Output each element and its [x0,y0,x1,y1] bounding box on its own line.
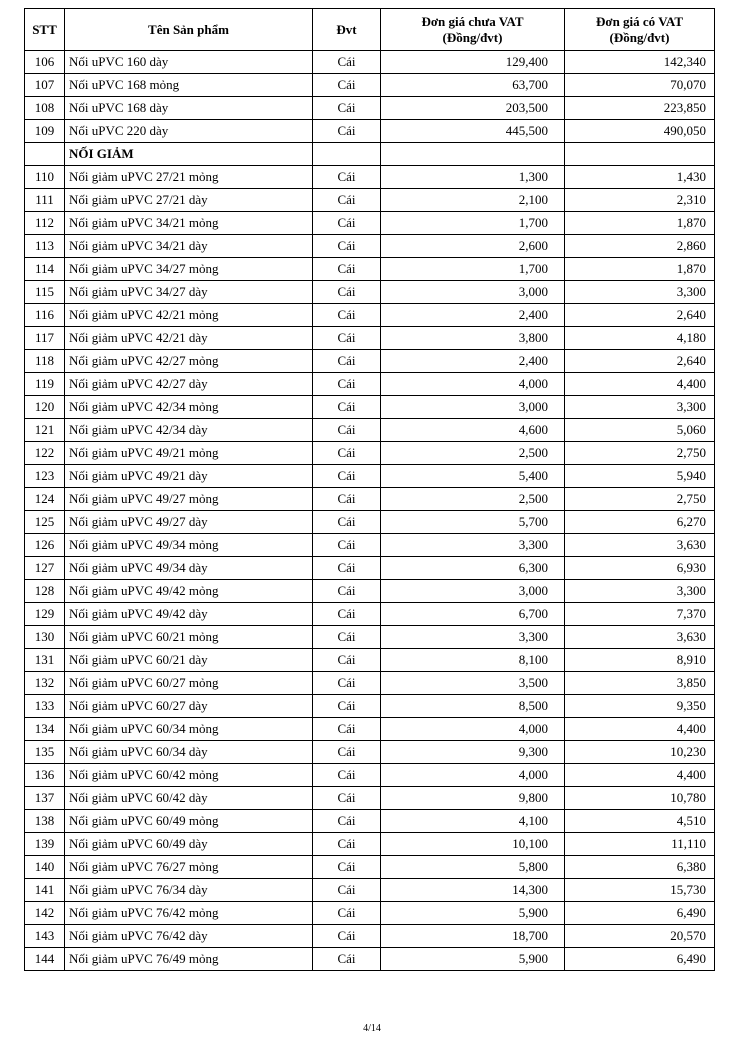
row-price-vat: 2,860 [565,235,715,258]
row-unit: Cái [313,419,381,442]
table-row [25,787,715,810]
table-row [25,626,715,649]
table-row [25,258,715,281]
row-stt: 136 [25,764,65,787]
row-price-no-vat: 4,000 [381,764,565,787]
row-price-no-vat: 8,500 [381,695,565,718]
row-stt: 114 [25,258,65,281]
table-row [25,672,715,695]
row-product-name: Nối giảm uPVC 42/27 mỏng [65,350,313,373]
row-stt: 134 [25,718,65,741]
row-price-vat: 6,930 [565,557,715,580]
row-price-no-vat: 5,900 [381,948,565,971]
row-stt: 106 [25,51,65,74]
section-title: NỐI GIẢM [65,143,313,166]
table-row [25,235,715,258]
row-price-no-vat: 2,400 [381,304,565,327]
row-unit: Cái [313,695,381,718]
header-unit: Đvt [313,9,381,51]
row-price-vat: 5,940 [565,465,715,488]
row-stt: 122 [25,442,65,465]
row-product-name: Nối giảm uPVC 42/21 dày [65,327,313,350]
row-price-vat: 3,300 [565,281,715,304]
row-stt: 113 [25,235,65,258]
table-row [25,281,715,304]
row-price-vat: 1,870 [565,258,715,281]
row-unit: Cái [313,672,381,695]
row-price-vat: 1,430 [565,166,715,189]
row-product-name: Nối giảm uPVC 76/34 dày [65,879,313,902]
row-price-vat: 4,510 [565,810,715,833]
row-price-no-vat [381,143,565,166]
header-price-vat-line2: (Đồng/đvt) [609,29,670,45]
table-row [25,718,715,741]
row-product-name: Nối giảm uPVC 76/42 mỏng [65,902,313,925]
row-price-no-vat: 1,700 [381,212,565,235]
row-price-no-vat: 3,300 [381,534,565,557]
header-product-name: Tên Sản phẩm [65,9,313,51]
table-row [25,948,715,971]
row-price-vat: 4,400 [565,764,715,787]
row-price-vat [565,143,715,166]
row-product-name: Nối giảm uPVC 76/42 dày [65,925,313,948]
row-unit: Cái [313,189,381,212]
table-row [25,925,715,948]
row-stt [25,143,65,166]
row-price-no-vat: 9,300 [381,741,565,764]
row-product-name: Nối giảm uPVC 49/21 dày [65,465,313,488]
table-row [25,511,715,534]
row-price-no-vat: 1,700 [381,258,565,281]
row-price-vat: 6,270 [565,511,715,534]
row-unit: Cái [313,534,381,557]
row-price-vat: 1,870 [565,212,715,235]
row-price-no-vat: 4,000 [381,718,565,741]
header-price-no-vat-line1: Đơn giá chưa VAT [421,13,524,29]
row-stt: 107 [25,74,65,97]
table-row [25,97,715,120]
row-price-no-vat: 4,100 [381,810,565,833]
row-price-vat: 3,630 [565,626,715,649]
row-stt: 108 [25,97,65,120]
row-stt: 123 [25,465,65,488]
row-unit: Cái [313,304,381,327]
row-price-vat: 4,180 [565,327,715,350]
row-unit: Cái [313,718,381,741]
row-unit: Cái [313,258,381,281]
row-price-no-vat: 18,700 [381,925,565,948]
section-row [25,143,715,166]
row-stt: 141 [25,879,65,902]
row-product-name: Nối giảm uPVC 34/21 mỏng [65,212,313,235]
row-stt: 125 [25,511,65,534]
row-price-vat: 6,490 [565,948,715,971]
table-row [25,442,715,465]
row-stt: 138 [25,810,65,833]
table-row [25,373,715,396]
row-price-no-vat: 3,500 [381,672,565,695]
row-product-name: Nối giảm uPVC 42/34 mỏng [65,396,313,419]
row-product-name: Nối uPVC 220 dày [65,120,313,143]
row-unit: Cái [313,51,381,74]
row-product-name: Nối giảm uPVC 49/34 dày [65,557,313,580]
row-product-name: Nối giảm uPVC 60/49 mỏng [65,810,313,833]
row-stt: 143 [25,925,65,948]
row-product-name: Nối giảm uPVC 76/49 mỏng [65,948,313,971]
row-product-name: Nối giảm uPVC 60/27 mỏng [65,672,313,695]
row-price-no-vat: 445,500 [381,120,565,143]
row-unit: Cái [313,741,381,764]
row-price-vat: 5,060 [565,419,715,442]
row-product-name: Nối giảm uPVC 49/27 mỏng [65,488,313,511]
row-price-no-vat: 10,100 [381,833,565,856]
row-unit: Cái [313,879,381,902]
row-price-vat: 20,570 [565,925,715,948]
row-stt: 110 [25,166,65,189]
row-unit: Cái [313,74,381,97]
row-price-no-vat: 4,000 [381,373,565,396]
row-price-vat: 3,850 [565,672,715,695]
row-price-no-vat: 2,100 [381,189,565,212]
row-stt: 131 [25,649,65,672]
row-price-no-vat: 2,600 [381,235,565,258]
table-row [25,557,715,580]
row-unit: Cái [313,350,381,373]
row-unit: Cái [313,281,381,304]
row-unit: Cái [313,488,381,511]
row-price-vat: 70,070 [565,74,715,97]
page-number: 4/14 [363,1023,381,1034]
row-stt: 142 [25,902,65,925]
row-product-name: Nối giảm uPVC 60/21 dày [65,649,313,672]
row-unit: Cái [313,626,381,649]
row-unit: Cái [313,902,381,925]
row-price-vat: 10,230 [565,741,715,764]
row-unit: Cái [313,212,381,235]
row-unit: Cái [313,580,381,603]
row-stt: 112 [25,212,65,235]
table-row [25,833,715,856]
row-product-name: Nối giảm uPVC 60/27 dày [65,695,313,718]
row-unit: Cái [313,787,381,810]
table-row [25,120,715,143]
row-price-vat: 223,850 [565,97,715,120]
row-price-no-vat: 6,300 [381,557,565,580]
row-price-vat: 10,780 [565,787,715,810]
row-product-name: Nối giảm uPVC 60/34 dày [65,741,313,764]
row-product-name: Nối giảm uPVC 60/21 mỏng [65,626,313,649]
row-product-name: Nối giảm uPVC 34/27 dày [65,281,313,304]
row-stt: 127 [25,557,65,580]
row-unit: Cái [313,557,381,580]
header-price-vat [565,9,715,51]
row-stt: 129 [25,603,65,626]
row-unit: Cái [313,97,381,120]
table-row [25,534,715,557]
row-product-name: Nối giảm uPVC 34/21 dày [65,235,313,258]
row-price-vat: 2,640 [565,304,715,327]
row-product-name: Nối giảm uPVC 60/34 mỏng [65,718,313,741]
row-price-vat: 142,340 [565,51,715,74]
table-row [25,902,715,925]
row-price-no-vat: 63,700 [381,74,565,97]
row-stt: 109 [25,120,65,143]
row-stt: 128 [25,580,65,603]
row-product-name: Nối giảm uPVC 42/21 mỏng [65,304,313,327]
row-unit: Cái [313,373,381,396]
row-unit: Cái [313,856,381,879]
row-product-name: Nối giảm uPVC 49/27 dày [65,511,313,534]
row-unit: Cái [313,603,381,626]
table-row [25,74,715,97]
table-row [25,327,715,350]
row-price-no-vat: 6,700 [381,603,565,626]
row-stt: 135 [25,741,65,764]
row-product-name: Nối giảm uPVC 60/42 dày [65,787,313,810]
row-unit: Cái [313,948,381,971]
row-price-vat: 2,750 [565,442,715,465]
row-unit: Cái [313,396,381,419]
header-price-vat-line1: Đơn giá có VAT [595,13,684,29]
row-price-no-vat: 2,400 [381,350,565,373]
row-unit: Cái [313,649,381,672]
row-unit: Cái [313,442,381,465]
table-row [25,488,715,511]
row-price-no-vat: 3,000 [381,281,565,304]
row-product-name: Nối giảm uPVC 42/34 dày [65,419,313,442]
row-price-no-vat: 5,800 [381,856,565,879]
row-price-no-vat: 5,400 [381,465,565,488]
row-price-vat: 3,630 [565,534,715,557]
row-stt: 115 [25,281,65,304]
row-unit: Cái [313,166,381,189]
row-stt: 130 [25,626,65,649]
row-unit: Cái [313,465,381,488]
row-product-name: Nối giảm uPVC 76/27 mỏng [65,856,313,879]
table-row [25,879,715,902]
row-product-name: Nối uPVC 168 dày [65,97,313,120]
row-product-name: Nối giảm uPVC 49/42 mỏng [65,580,313,603]
table-row [25,189,715,212]
table-row [25,350,715,373]
row-price-no-vat: 2,500 [381,488,565,511]
row-product-name: Nối giảm uPVC 49/21 mỏng [65,442,313,465]
row-unit: Cái [313,511,381,534]
row-price-vat: 15,730 [565,879,715,902]
row-stt: 116 [25,304,65,327]
header-price-no-vat [381,9,565,51]
row-stt: 137 [25,787,65,810]
row-unit: Cái [313,764,381,787]
row-price-no-vat: 203,500 [381,97,565,120]
row-price-no-vat: 3,000 [381,580,565,603]
row-product-name: Nối giảm uPVC 27/21 dày [65,189,313,212]
table-row [25,465,715,488]
row-unit: Cái [313,327,381,350]
row-price-no-vat: 1,300 [381,166,565,189]
row-stt: 124 [25,488,65,511]
row-price-vat: 6,380 [565,856,715,879]
table-row [25,856,715,879]
row-price-vat: 2,750 [565,488,715,511]
row-price-vat: 3,300 [565,580,715,603]
row-stt: 139 [25,833,65,856]
row-price-vat: 6,490 [565,902,715,925]
row-price-no-vat: 5,900 [381,902,565,925]
row-product-name: Nối uPVC 168 mỏng [65,74,313,97]
row-stt: 120 [25,396,65,419]
row-stt: 133 [25,695,65,718]
row-product-name: Nối giảm uPVC 42/27 dày [65,373,313,396]
row-price-vat: 9,350 [565,695,715,718]
row-price-no-vat: 4,600 [381,419,565,442]
table-row [25,695,715,718]
row-price-vat: 2,640 [565,350,715,373]
row-product-name: Nối giảm uPVC 27/21 mỏng [65,166,313,189]
row-price-vat: 11,110 [565,833,715,856]
table-row [25,810,715,833]
row-price-vat: 2,310 [565,189,715,212]
row-price-vat: 490,050 [565,120,715,143]
row-product-name: Nối uPVC 160 dày [65,51,313,74]
row-price-no-vat: 8,100 [381,649,565,672]
table-row [25,212,715,235]
row-unit: Cái [313,120,381,143]
row-stt: 144 [25,948,65,971]
price-table [24,8,715,971]
row-price-vat: 7,370 [565,603,715,626]
row-unit: Cái [313,833,381,856]
table-header-row [25,9,715,51]
table-row [25,419,715,442]
row-product-name: Nối giảm uPVC 60/42 mỏng [65,764,313,787]
row-price-no-vat: 5,700 [381,511,565,534]
row-price-no-vat: 3,300 [381,626,565,649]
row-stt: 126 [25,534,65,557]
table-row [25,396,715,419]
row-stt: 121 [25,419,65,442]
row-price-no-vat: 3,000 [381,396,565,419]
header-price-no-vat-line2: (Đồng/đvt) [442,29,503,45]
row-price-vat: 3,300 [565,396,715,419]
row-unit: Cái [313,925,381,948]
row-stt: 119 [25,373,65,396]
table-body [25,51,715,971]
table-row [25,741,715,764]
row-unit [313,143,381,166]
table-row [25,580,715,603]
row-product-name: Nối giảm uPVC 49/42 dày [65,603,313,626]
table-row [25,603,715,626]
row-price-vat: 4,400 [565,718,715,741]
row-stt: 117 [25,327,65,350]
table-row [25,764,715,787]
row-price-no-vat: 14,300 [381,879,565,902]
header-stt: STT [25,9,65,51]
row-product-name: Nối giảm uPVC 34/27 mỏng [65,258,313,281]
table-row [25,166,715,189]
row-product-name: Nối giảm uPVC 49/34 mỏng [65,534,313,557]
row-price-vat: 4,400 [565,373,715,396]
row-price-vat: 8,910 [565,649,715,672]
row-stt: 118 [25,350,65,373]
row-price-no-vat: 9,800 [381,787,565,810]
row-unit: Cái [313,235,381,258]
table-row [25,304,715,327]
row-price-no-vat: 2,500 [381,442,565,465]
row-product-name: Nối giảm uPVC 60/49 dày [65,833,313,856]
table-row [25,51,715,74]
row-stt: 140 [25,856,65,879]
table-row [25,649,715,672]
row-price-no-vat: 3,800 [381,327,565,350]
row-price-no-vat: 129,400 [381,51,565,74]
row-stt: 132 [25,672,65,695]
row-unit: Cái [313,810,381,833]
row-stt: 111 [25,189,65,212]
